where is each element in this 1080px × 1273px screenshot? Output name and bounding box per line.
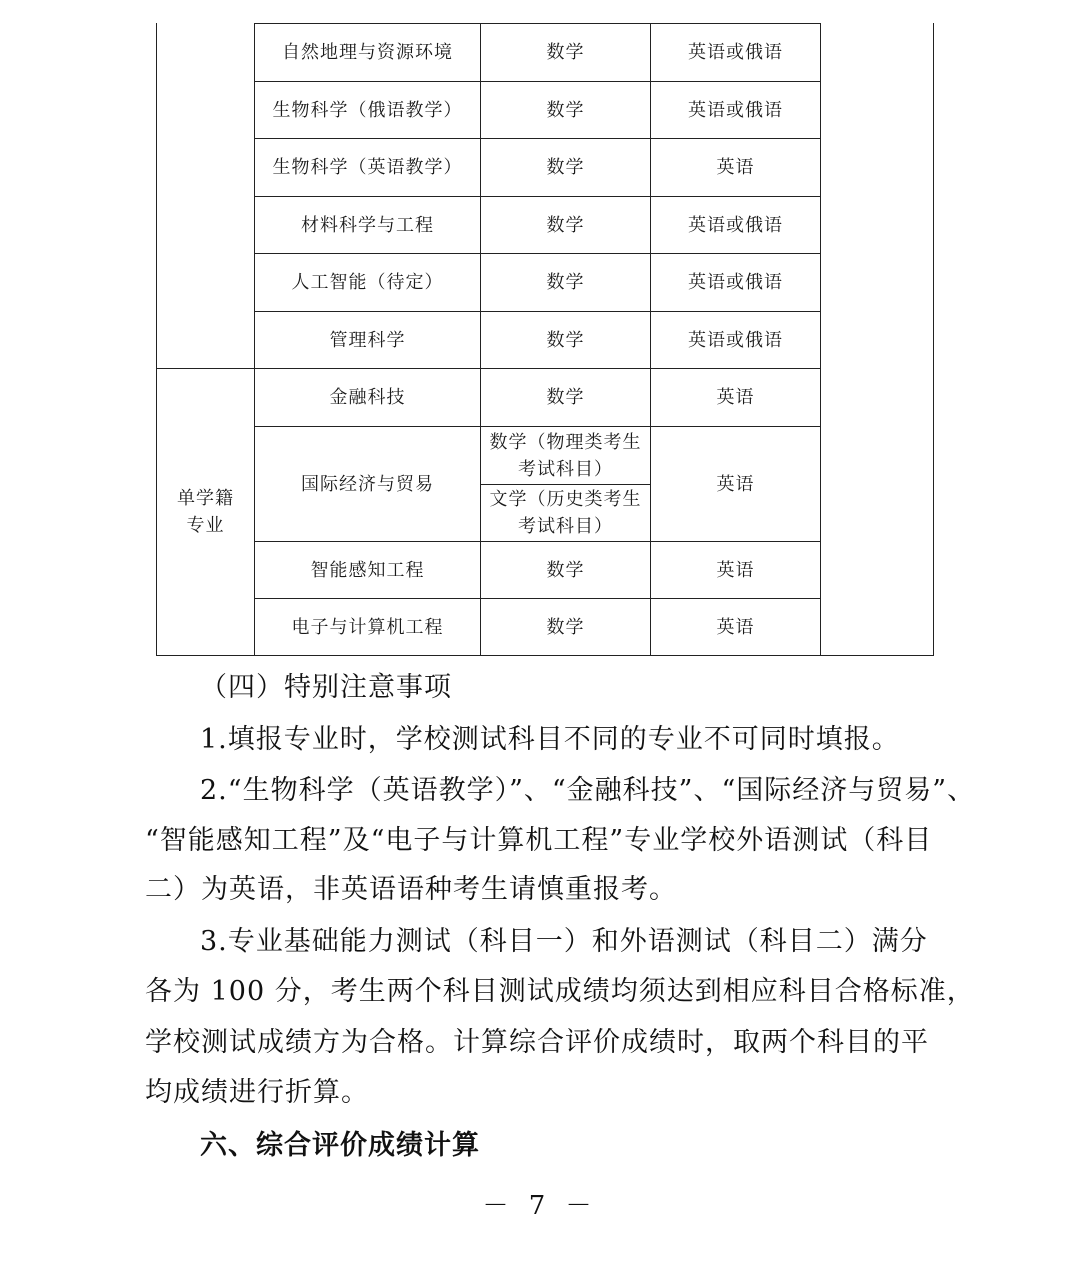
table-cell-subject1: 数学: [546, 42, 585, 63]
section-heading: 六、综合评价成绩计算: [200, 1130, 480, 1161]
table-cell-subject1: 数学: [546, 214, 585, 236]
table-cell-subject1: 数学: [546, 99, 585, 121]
table-cell-subject1: 数学: [546, 387, 585, 408]
table-cell-major: 生物科学（俄语教学）: [272, 99, 463, 121]
subject-b-line2: 考试科目）: [518, 516, 613, 537]
table-cell-subject2: 英语: [716, 157, 755, 178]
table-cell-subject2: 英语: [716, 616, 755, 638]
subject-b-line1: 文学（历史类考生: [489, 489, 642, 510]
note-item-3-line2: 各为 100 分，考生两个科目测试成绩均须达到相应科目合格标准，: [145, 976, 975, 1007]
table-cell-subject2: 英语或俄语: [688, 99, 783, 121]
table-cell-subject1: 数学: [546, 616, 585, 638]
note-item-1: 1.填报专业时，学校测试科目不同的专业不可同时填报。: [200, 724, 900, 755]
table-border-bottom: [156, 655, 934, 656]
table-cell-major: 管理科学: [329, 329, 406, 351]
note-item-2-line1: 2.“生物科学（英语教学）”、“金融科技”、“国际经济与贸易”、: [200, 775, 976, 806]
note-item-3-line1: 3.专业基础能力测试（科目一）和外语测试（科目二）满分: [200, 926, 928, 957]
table-cell-major: 金融科技: [329, 387, 406, 408]
table-cell-subject2: 英语: [716, 387, 755, 408]
table-cell-major: 自然地理与资源环境: [282, 42, 453, 63]
table-cell-subject1-b: [481, 485, 650, 541]
table-cell-subject1: 数学: [546, 157, 585, 178]
subject-a-line1: 数学（物理类考生: [489, 431, 642, 453]
table-cell-major: 智能感知工程: [310, 559, 425, 581]
category-label-line1: 单学籍: [177, 488, 234, 509]
table-cell-subject2: 英语或俄语: [688, 214, 783, 236]
table-cell-major: 电子与计算机工程: [291, 616, 444, 638]
table-cell-subject1: 数学: [546, 329, 585, 351]
table-cell-major: 生物科学（英语教学）: [272, 157, 463, 178]
note-item-3-line3: 学校测试成绩方为合格。计算综合评价成绩时，取两个科目的平: [145, 1027, 929, 1058]
table-border-right: [933, 23, 934, 656]
table-cell-major: 材料科学与工程: [301, 214, 434, 236]
table-cell-subject1-a: [481, 427, 650, 484]
table-cell-subject2: 英语或俄语: [688, 272, 783, 293]
table-cell-category: [157, 369, 254, 655]
table-cell-subject2: 英语: [716, 473, 755, 495]
table-cell-subject1: 数学: [546, 272, 585, 293]
table-cell-subject2: 英语或俄语: [688, 329, 783, 351]
note-item-2-line3: 二）为英语，非英语语种考生请慎重报考。: [145, 874, 677, 905]
notes-heading: （四）特别注意事项: [200, 672, 452, 703]
category-label-line2: 专业: [186, 515, 225, 536]
note-item-3-line4: 均成绩进行折算。: [145, 1077, 369, 1108]
table-cell-subject2: 英语: [716, 559, 755, 581]
subject-a-line2: 考试科目）: [518, 458, 613, 480]
page-number: － 7 －: [482, 1191, 598, 1221]
table-divider: [820, 23, 821, 656]
table-cell-subject1: 数学: [546, 559, 585, 581]
note-item-2-line2: “智能感知工程”及“电子与计算机工程”专业学校外语测试（科目: [145, 825, 933, 856]
table-cell-major: 人工智能（待定）: [291, 272, 444, 293]
table-cell-subject2: 英语或俄语: [688, 42, 783, 63]
table-cell-major: 国际经济与贸易: [301, 473, 434, 495]
